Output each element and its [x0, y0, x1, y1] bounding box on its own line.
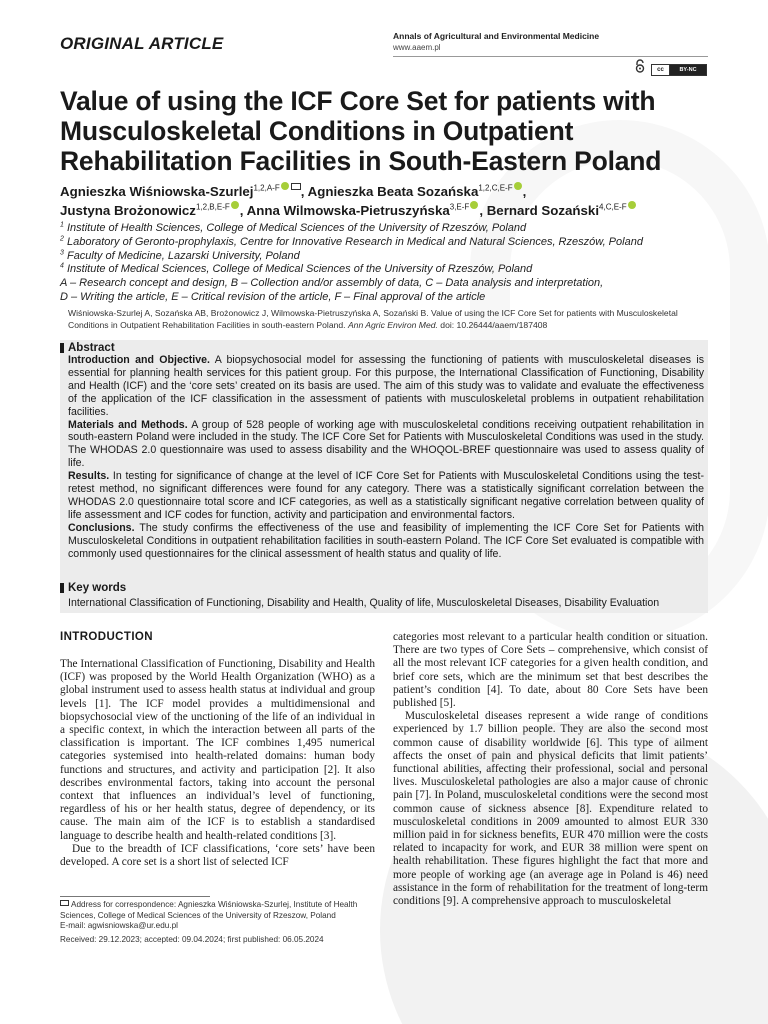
author-affil-sup: 1,2,C,E-F: [478, 183, 513, 193]
journal-url[interactable]: www.aaem.pl: [393, 43, 441, 52]
affiliation-item: $^1$ Institute of Health Sciences, College of Medical Sciences of the University of Rzeszów, Poland: [60, 221, 527, 234]
abstract-intro: Introduction and Objective. A biopsychosocial model for assessing the functioning of patients with musculoskeletal diseases is essential for planning health services for this patient group. For this purpose, the International Classification of Functioning, Disability and Health (ICF) and the ‘core sets’ created on its basis are used. The aim of this study was to validate and evaluate the effectiveness of the application of the ICF classification in the assessment of patients with musculoskeletal problems in outpatient rehabilitation facilities.: [68, 354, 704, 418]
publication-dates: Received: 29.12.2023; accepted: 09.04.2024; first published: 06.05.2024: [60, 935, 324, 944]
author-name: Justyna Brożonowicz: [60, 203, 196, 218]
orcid-icon[interactable]: [281, 182, 289, 190]
cc-license-badge[interactable]: [651, 64, 707, 76]
author-affil-sup: 1,2,A-F: [253, 183, 280, 193]
affiliation-item: $^4$ Institute of Medical Sciences, College of Medical Sciences of the University of Rzeszów, Poland: [60, 262, 533, 276]
body-column-right: [393, 631, 708, 908]
correspondence-email[interactable]: E-mail: agwisniowska@ur.edu.pl: [60, 921, 178, 931]
license-type: BY-NC: [670, 65, 706, 75]
cc-icon: cc: [652, 65, 670, 75]
abstract-methods: Materials and Methods. A group of 528 people of working age with musculoskeletal conditions receiving outpatient rehabilitation in south-eastern Poland were included in the study. The ICF Core Set for Patients with Musculoskeletal Conditions was used in the study. The WHODAS 2.0 questionnaire was used to assess disability and the WHOQOL-BREF questionnaire was used to assess quality of life.: [68, 418, 704, 470]
author-affil-sup: 4,C,E-F: [599, 202, 627, 212]
section-label: ORIGINAL ARTICLE: [60, 34, 224, 53]
paragraph: The International Classification of Functioning, Disability and Health (ICF) was proposed by the World Health Organization (WHO) as a global instrument used to assess health status at individual and group levels [1]. The ICF model provides a multidimensional and biopsychosocial view of the unctioning of the life of an individual in a specific context, in which the interaction between all parts of the classification is important. The ICF combines 1,495 numerical categories systemised into health-related domains: human body functions and structures, and activity and participation [2]. It also describes environmental factors, taking into account the personal context that influences an individual’s level of functioning, regardless of his or her health status, degree of dependency, or its cause. The main aim of the ICF is to establish a standardised language to describe health and health-related conditions [3].: [60, 658, 375, 842]
orcid-icon[interactable]: [470, 201, 478, 209]
author-affil-sup: 1,2,B,E-F: [195, 202, 230, 212]
author-affil-sup: 3,E-F: [449, 202, 470, 212]
abstract-heading: Abstract: [60, 342, 115, 354]
abstract-results: Results. In testing for significance of change at the level of ICF Core Set for Patients with Musculoskeletal Conditions using the test-retest method, no significant differences were found for any category. There was a statistically significant correlation between the WHODAS 2.0 questionnaire total score and ICF categories, as well as a statistically significant negative correlation between quality of life assessment and ICF codes for function, activity and participation and environmental factors.: [68, 470, 704, 521]
article-title: Value of using the ICF Core Set for patients with Musculoskeletal Conditions in Outpatient Rehabilitation Facilities in South-Eastern Poland: [60, 86, 662, 176]
paragraph: Musculoskeletal diseases represent a wide range of conditions experienced by 1.7 billion people. They are also the second most common cause of disability worldwide [6]. This type of ailment affects the onset of pain and physical deficits that limit patients’ functional abilities, affecting their professional, social and personal lives. Musculoskeletal pathologies are also a major cause of chronic pain [7]. In Poland, musculoskeletal conditions were the second most common cause of sickness absence [8]. Expenditure related to musculoskeletal conditions in 2009 amounted to almost EUR 330 million paid in for sickness benefits, EUR 470 million were the costs related to incapacity for work, and EUR 38 million were spent on health rehabilitation. These figures highlight the fact that more and more people of working age (an average age in Poland is 46) need assistance in the form of rehabilitation for the treatment of long-term conditions [9]. A comprehensive approach to musculoskeletal: [393, 710, 708, 908]
abstract-conclusions: Conclusions. The study confirms the effectiveness of the use and feasibility of implementing the ICF Core Set for Patients with Musculoskeletal Conditions in outpatient rehabilitation facilities in south-eastern Poland. The ICF Core Set evaluated is compatible with commonly used questionnaires for the clinical assessment of health status and quality of life.: [68, 521, 704, 560]
body-column-left: [60, 658, 375, 869]
email-icon: [60, 900, 69, 906]
contributions: A – Research concept and design, B – Collection and/or assembly of data, C – Data analysis and interpretation,: [60, 277, 604, 290]
header-divider: [393, 56, 708, 57]
open-access-icon: [633, 59, 647, 73]
author-name: Agnieszka Beata Sozańska: [307, 184, 479, 199]
contributions: D – Writing the article, E – Critical revision of the article, F – Final approval of the article: [60, 290, 486, 303]
introduction-heading: INTRODUCTION: [60, 631, 153, 643]
keywords-text: International Classification of Functioning, Disability and Health, Quality of life, Musculoskeletal Diseases, Disability Evaluation: [68, 597, 660, 609]
abstract-body: [68, 354, 704, 561]
correspondence-footnote: Address for correspondence: Agnieszka Wiśniowska-Szurlej, Institute of Health Sciences, College of Medical Sciences of the University of Rzeszow, Poland E-mail: agwisniowska@ur.edu.pl: [60, 900, 378, 932]
author-name: Agnieszka Wiśniowska-Szurlej: [60, 184, 254, 199]
section-marker: [60, 583, 64, 593]
paragraph: categories most relevant to a particular health condition or situation. There are two types of Core Sets – comprehensive, which consist of all the most relevant ICF categories for a given health condition, and brief core sets, which are the minimum set that best describes the patient’s condition [4]. To date, about 80 Core Sets have been published [5].: [393, 631, 708, 710]
affiliations: [60, 222, 720, 305]
affiliation-item: $^2$ Laboratory of Geronto-prophylaxis, Centre for Innovative Research in Medical and Natural Sciences, Rzeszów, Poland: [60, 235, 643, 248]
footnote-divider: [60, 896, 210, 897]
paragraph: Due to the breadth of ICF classifications, ‘core sets’ have been developed. A core set is a short list of selected ICF: [60, 842, 375, 869]
affiliation-item: $^3$ Faculty of Medicine, Lazarski University, Poland: [60, 248, 300, 262]
author-name: Anna Wilmowska-Pietruszyńska: [246, 203, 450, 218]
citation: Wiśniowska-Szurlej A, Sozańska AB, Brożonowicz J, Wilmowska-Pietruszyńska A, Sozański B. Value of using the ICF Core Set for patients with Musculoskeletal Conditions in Outpatient Rehabilitation Facilities in south-eastern Poland. Ann Agric Environ Med. doi: 10.26444/aaem/187408: [68, 308, 678, 330]
section-marker: [60, 343, 64, 353]
author-list: Agnieszka Wiśniowska-Szurlej$^{1,2,A-F}$ , Agnieszka Beata Sozańska$^{1,2,C,E-F}$ , Justyna Brożonowicz$^{1,2,B,E-F}$ , Anna Wilmowska-Pietruszyńska$^{3,E-F}$ , Bernard Sozański$^{4,C,E-F}$: [60, 182, 720, 220]
orcid-icon[interactable]: [231, 201, 239, 209]
journal-name: Annals of Agricultural and Environmental Medicine: [393, 31, 600, 41]
keywords-heading: Key words: [60, 582, 126, 594]
author-name: Bernard Sozański: [486, 203, 600, 218]
orcid-icon[interactable]: [514, 182, 522, 190]
email-icon[interactable]: [291, 183, 301, 190]
orcid-icon[interactable]: [628, 201, 636, 209]
